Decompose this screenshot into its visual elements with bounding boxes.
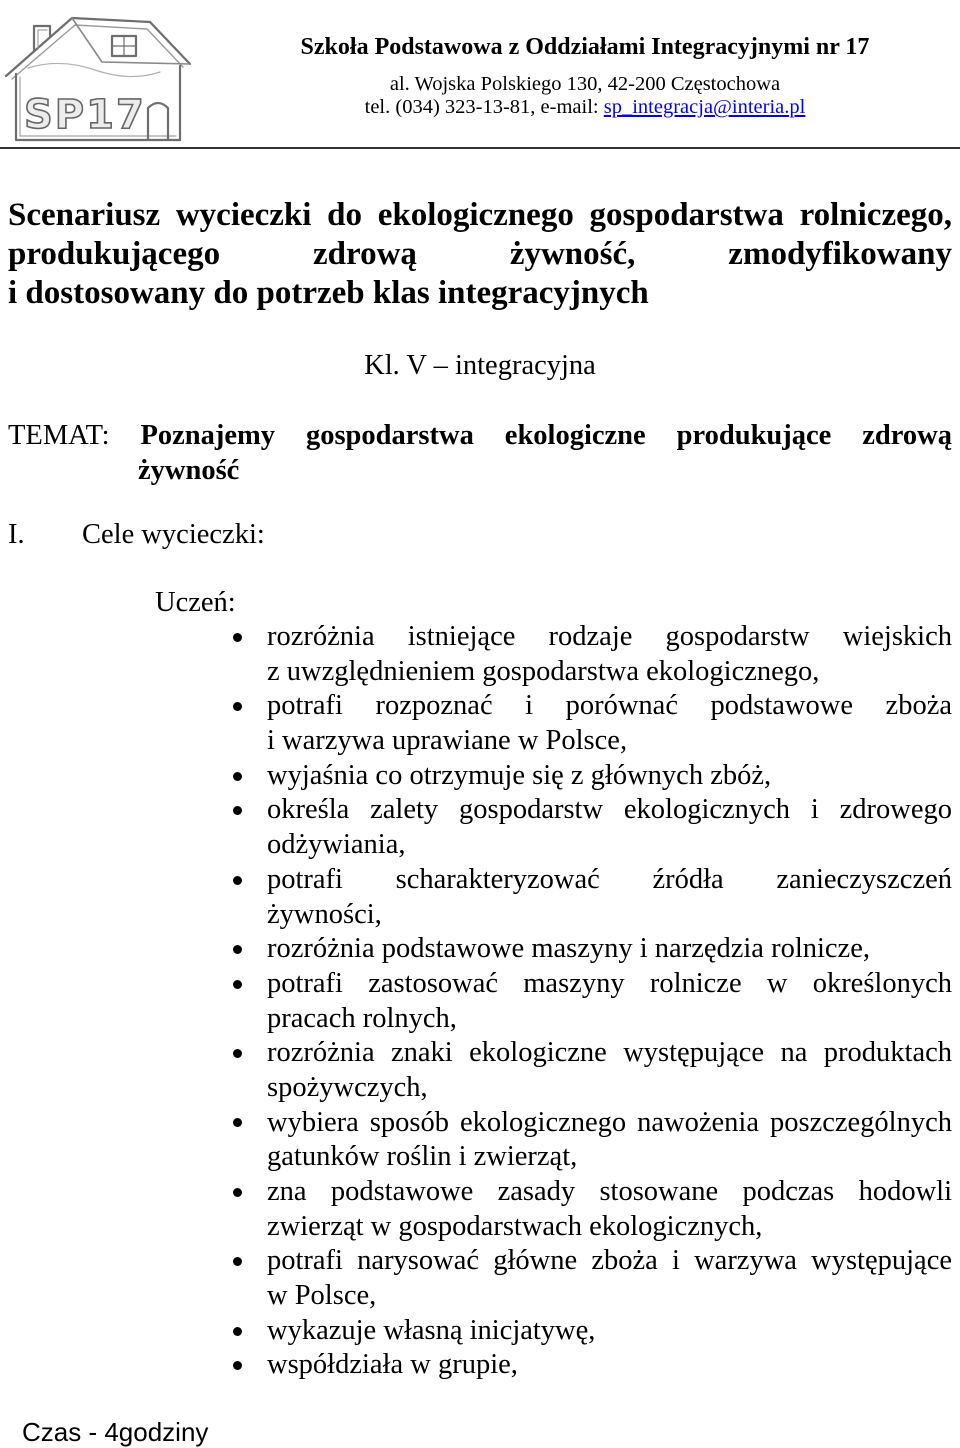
duration-note: Czas - 4godziny [22, 1417, 209, 1447]
objective-item [267, 689, 952, 758]
objective-line: współdziała w grupie, [267, 1349, 518, 1381]
objective-line: i warzywa uprawiane w Polsce, [267, 725, 628, 757]
objective-item [267, 932, 952, 967]
bullet-icon [233, 806, 242, 815]
objective-line: zna podstawowe zasady stosowane podczas hodowli [267, 1176, 952, 1207]
bullet-icon [233, 702, 242, 711]
objective-line: określa zalety gospodarstw ekologicznych i zdrowego [267, 794, 952, 826]
objective-item [267, 620, 952, 689]
letterhead [210, 33, 960, 119]
bullet-icon [233, 633, 242, 642]
school-name: Szkoła Podstawowa z Oddziałami Integracyjnymi nr 17 [300, 34, 870, 60]
objective-line: potrafi scharakteryzować źródła zanieczyszczeń [267, 863, 952, 895]
bullet-icon [233, 945, 242, 954]
topic-title: Poznajemy gospodarstwa ekologiczne produkujące zdrową [140, 420, 952, 451]
objective-line: potrafi narysować główne zboża i warzywa występujące [267, 1245, 952, 1277]
bullet-icon [233, 1188, 242, 1197]
objective-line: wykazuje własną inicjatywę, [267, 1314, 596, 1346]
school-house-icon [0, 6, 195, 144]
title-line: Scenariusz wycieczki do ekologicznego gospodarstwa rolniczego, [8, 197, 952, 233]
title-line: produkującego zdrową żywność, zmodyfikowany [8, 236, 952, 272]
objective-item [267, 1244, 952, 1313]
objective-item [267, 759, 952, 794]
objective-item [267, 967, 952, 1036]
bullet-icon [233, 1361, 242, 1370]
objective-line: rozróżnia podstawowe maszyny i narzędzia rolnicze, [267, 933, 870, 965]
topic-title-continuation: żywność [138, 455, 240, 486]
logo-lettering: SP17 [24, 92, 146, 138]
topic-line [8, 418, 952, 453]
topic [8, 418, 952, 488]
objective-item [267, 863, 952, 932]
school-logo [0, 6, 195, 144]
section-number: I. [8, 519, 25, 550]
header-divider [0, 147, 960, 149]
bullet-icon [233, 876, 242, 885]
objective-item [267, 1314, 952, 1349]
objective-line: żywności, [267, 898, 382, 930]
class-info: Kl. V – integracyjna [364, 350, 596, 381]
bullet-icon [233, 1049, 242, 1058]
objective-item [267, 1106, 952, 1175]
objective-line: rozróżnia istniejące rodzaje gospodarstw wiejskich [267, 621, 952, 652]
objective-line: z uwzględnieniem gospodarstwa ekologicznego, [267, 655, 820, 687]
objective-line: zwierząt w gospodarstwach ekologicznych, [267, 1210, 763, 1242]
objective-line: wyjaśnia co otrzymuje się z głównych zbóż, [267, 759, 772, 791]
objective-item [267, 1348, 952, 1383]
objective-line: potrafi zastosować maszyny rolnicze w określonych [267, 967, 952, 999]
document-title [8, 196, 952, 313]
objectives-heading [0, 518, 960, 552]
objective-line: wybiera sposób ekologicznego nawożenia poszczególnych [267, 1106, 952, 1138]
student-label: Uczeń: [155, 587, 236, 618]
section-heading: Cele wycieczki: [82, 519, 265, 550]
objective-line: spożywczych, [267, 1071, 428, 1103]
objective-item [267, 793, 952, 862]
objective-item [267, 1036, 952, 1105]
objective-line: pracach rolnych, [267, 1002, 457, 1034]
bullet-icon [233, 1327, 242, 1336]
objective-item [267, 1175, 952, 1244]
title-line: i dostosowany do potrzeb klas integracyjnych [8, 275, 649, 311]
bullet-icon [233, 1257, 242, 1266]
objective-line: w Polsce, [267, 1280, 377, 1312]
bullet-icon [233, 980, 242, 989]
bullet-icon [233, 1118, 242, 1127]
objectives-list [267, 620, 952, 1383]
topic-label: TEMAT: [8, 420, 110, 451]
bullet-icon [233, 772, 242, 781]
email-link[interactable]: sp_integracja@interia.pl [603, 96, 806, 118]
objective-line: gatunków roślin i zwierząt, [267, 1141, 578, 1173]
objective-line: rozróżnia znaki ekologiczne występujące na produktach [267, 1037, 952, 1069]
school-address: al. Wojska Polskiego 130, 42-200 Częstochowa [389, 73, 781, 95]
phone-email-label: tel. (034) 323-13-81, e-mail: [364, 96, 604, 118]
objective-line: potrafi rozpoznać i porównać podstawowe zboża [267, 690, 952, 722]
objective-line: odżywiania, [267, 829, 406, 861]
school-contact [210, 96, 960, 119]
